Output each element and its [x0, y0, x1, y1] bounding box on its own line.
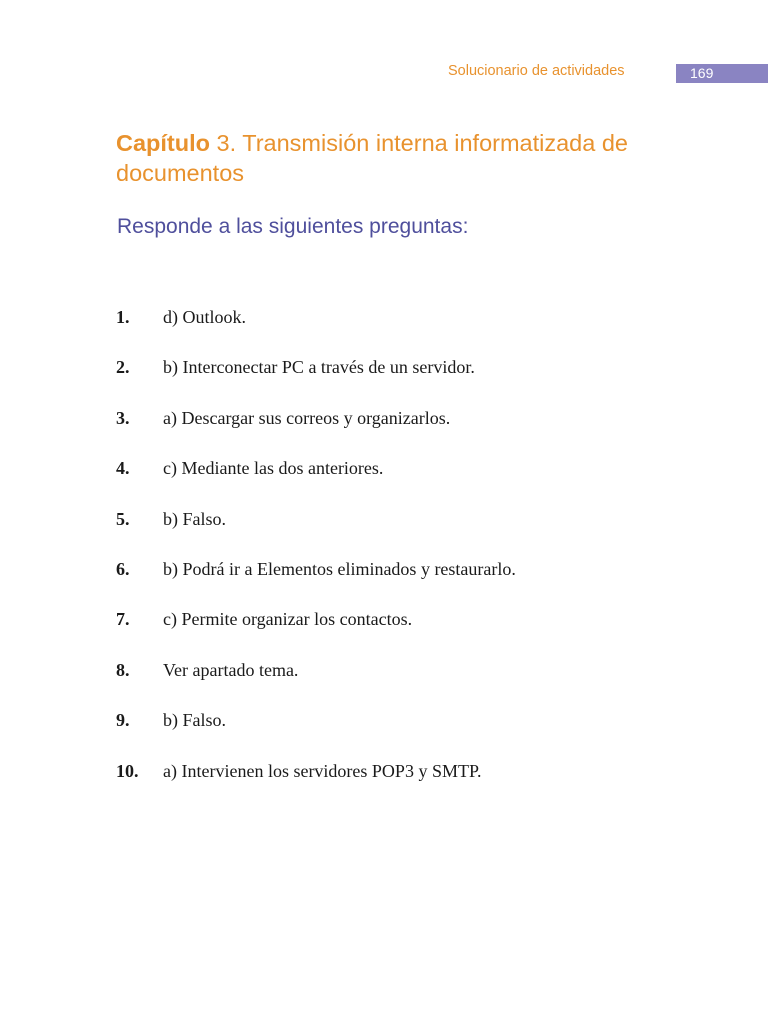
chapter-title-text: 3. Transmisión interna informatizada de documentos — [116, 130, 628, 186]
answer-text: c) Permite organizar los contactos. — [163, 609, 413, 630]
chapter-label: Capítulo — [116, 130, 210, 156]
answer-text: a) Descargar sus correos y organizarlos. — [163, 407, 451, 428]
answer-item — [116, 761, 516, 811]
chapter-title — [116, 128, 676, 188]
answer-list — [116, 307, 516, 811]
answer-item — [116, 357, 516, 407]
answer-item — [116, 307, 516, 357]
answer-item — [116, 710, 516, 760]
answer-number: 8. — [116, 659, 130, 680]
answer-item — [116, 509, 516, 559]
answer-item — [116, 408, 516, 458]
answer-text: b) Podrá ir a Elementos eliminados y restaurarlo. — [163, 558, 516, 579]
answer-item — [116, 609, 516, 659]
instructions-heading: Responde a las siguientes preguntas: — [117, 215, 469, 238]
answer-number: 3. — [116, 407, 130, 428]
page-number-tab — [676, 64, 768, 83]
answer-item — [116, 559, 516, 609]
answer-item — [116, 660, 516, 710]
answer-text: d) Outlook. — [163, 307, 246, 327]
answer-number: 1. — [116, 307, 130, 327]
answer-text: b) Interconectar PC a través de un servidor. — [163, 357, 475, 378]
answer-item — [116, 458, 516, 508]
answer-text: a) Intervienen los servidores POP3 y SMTP. — [163, 760, 482, 781]
answer-number: 2. — [116, 357, 130, 378]
answer-text: b) Falso. — [163, 710, 226, 731]
answer-number: 10. — [116, 760, 139, 781]
answer-number: 9. — [116, 710, 130, 731]
answer-number: 4. — [116, 458, 130, 479]
answer-text: c) Mediante las dos anteriores. — [163, 458, 384, 479]
answer-number: 7. — [116, 609, 130, 630]
answer-text: Ver apartado tema. — [163, 659, 299, 680]
answer-number: 5. — [116, 508, 130, 529]
answer-number: 6. — [116, 558, 130, 579]
running-header: Solucionario de actividades — [448, 63, 625, 79]
page-number: 169 — [690, 65, 714, 81]
answer-text: b) Falso. — [163, 508, 226, 529]
